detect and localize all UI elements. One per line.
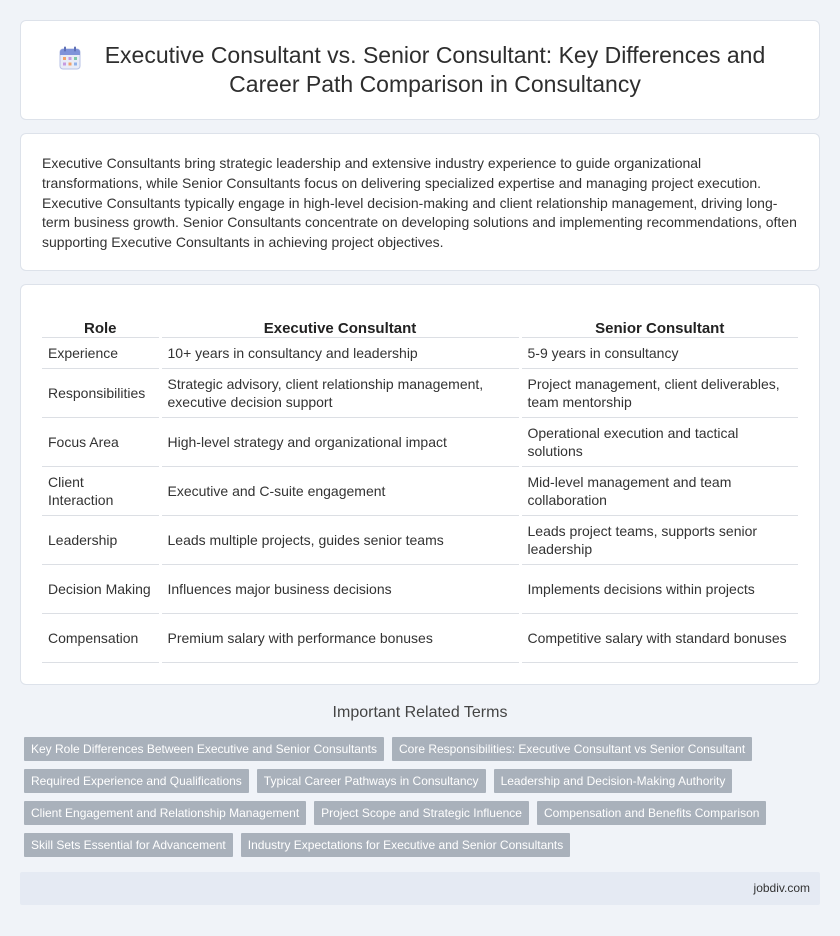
comparison-table (42, 313, 798, 663)
related-terms-list (24, 737, 814, 857)
table-row (42, 613, 798, 662)
column-header-senior: Senior Consultant (520, 313, 798, 337)
column-header-role: Role (42, 313, 160, 337)
row-label: Client Interaction (42, 466, 160, 515)
header-card (20, 20, 820, 120)
related-term-link[interactable]: Client Engagement and Relationship Management (24, 801, 306, 825)
related-term-link[interactable]: Leadership and Decision-Making Authority (494, 769, 733, 793)
related-term-link[interactable]: Skill Sets Essential for Advancement (24, 833, 233, 857)
related-term-link[interactable]: Industry Expectations for Executive and Senior Consultants (241, 833, 571, 857)
intro-paragraph: Executive Consultants bring strategic leadership and extensive industry experience to guide organizational transformations, while Senior Consultants focus on delivering specialized expertise and managing project execution. Executive Consultants typically engage in high-level decision-making and client relationship management, driving long-term business growth. Senior Consultants concentrate on developing solutions and implementing recommendations, often supporting Executive Consultants in achieving project objectives. (42, 155, 797, 251)
row-label: Compensation (42, 613, 160, 662)
senior-cell: Mid-level management and team collaboration (520, 466, 798, 515)
related-term-link[interactable]: Key Role Differences Between Executive and Senior Consultants (24, 737, 384, 761)
senior-cell: 5-9 years in consultancy (520, 337, 798, 368)
row-label: Experience (42, 337, 160, 368)
table-row (42, 337, 798, 368)
row-label: Focus Area (42, 417, 160, 466)
executive-cell: Influences major business decisions (160, 564, 520, 613)
row-label: Responsibilities (42, 368, 160, 417)
column-header-executive: Executive Consultant (160, 313, 520, 337)
comparison-card (20, 284, 820, 685)
footer-site-link[interactable]: jobdiv.com (753, 881, 810, 895)
related-term-link[interactable]: Core Responsibilities: Executive Consultant vs Senior Consultant (392, 737, 752, 761)
row-label: Decision Making (42, 564, 160, 613)
executive-cell: High-level strategy and organizational impact (160, 417, 520, 466)
intro-card (20, 133, 820, 271)
senior-cell: Implements decisions within projects (520, 564, 798, 613)
senior-cell: Competitive salary with standard bonuses (520, 613, 798, 662)
related-term-link[interactable]: Project Scope and Strategic Influence (314, 801, 529, 825)
related-term-link[interactable]: Compensation and Benefits Comparison (537, 801, 766, 825)
senior-cell: Project management, client deliverables, team mentorship (520, 368, 798, 417)
page-title: Executive Consultant vs. Senior Consultant: Key Differences and Career Path Comparison in Consultancy (104, 42, 766, 97)
related-terms-title: Important Related Terms (332, 704, 508, 721)
table-row (42, 515, 798, 564)
executive-cell: Executive and C-suite engagement (160, 466, 520, 515)
senior-cell: Leads project teams, supports senior leadership (520, 515, 798, 564)
footer-bar (20, 872, 820, 905)
row-label: Leadership (42, 515, 160, 564)
executive-cell: 10+ years in consultancy and leadership (160, 337, 520, 368)
table-row (42, 417, 798, 466)
executive-cell: Leads multiple projects, guides senior teams (160, 515, 520, 564)
table-row (42, 368, 798, 417)
table-row (42, 564, 798, 613)
senior-cell: Operational execution and tactical solutions (520, 417, 798, 466)
related-term-link[interactable]: Typical Career Pathways in Consultancy (257, 769, 486, 793)
executive-cell: Premium salary with performance bonuses (160, 613, 520, 662)
executive-cell: Strategic advisory, client relationship management, executive decision support (160, 368, 520, 417)
related-term-link[interactable]: Required Experience and Qualifications (24, 769, 249, 793)
table-row (42, 466, 798, 515)
table-header-row (42, 313, 798, 337)
